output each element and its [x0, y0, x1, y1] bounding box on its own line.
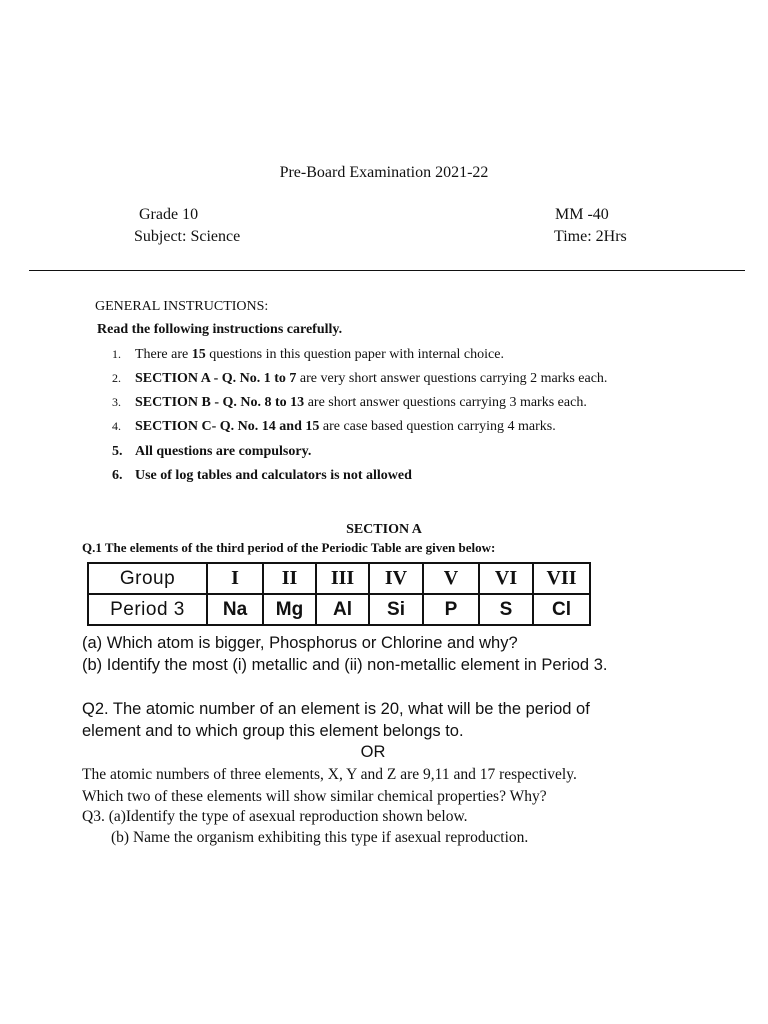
group-cell: IV: [369, 563, 423, 594]
question-2-line2: element and to which group this element belongs to.: [82, 722, 464, 740]
instruction-text: are case based question carrying 4 marks.: [319, 419, 556, 434]
instructions-heading: GENERAL INSTRUCTIONS:: [95, 299, 269, 314]
question-1a: (a) Which atom is bigger, Phosphorus or Chlorine and why?: [82, 634, 518, 652]
instruction-text: are very short answer questions carrying 2 marks each.: [296, 371, 608, 386]
group-cell: III: [316, 563, 369, 594]
instruction-number: 4.: [112, 419, 121, 433]
exam-title: Pre-Board Examination 2021-22: [279, 164, 489, 181]
max-marks-label: MM -40: [555, 206, 609, 223]
instruction-item: [112, 444, 311, 460]
instructions-subheading: Read the following instructions carefully.: [97, 322, 343, 337]
instruction-text: All questions are compulsory.: [135, 444, 312, 459]
question-3-line1: Q3. (a)Identify the type of asexual reproduction shown below.: [82, 808, 468, 825]
instruction-text: are short answer questions carrying 3 marks each.: [304, 395, 587, 410]
table-row: [88, 594, 590, 625]
group-cell: II: [263, 563, 316, 594]
instruction-bold: SECTION A - Q. No. 1 to 7: [135, 371, 297, 386]
instruction-number: 2.: [112, 371, 121, 385]
or-separator: OR: [360, 743, 386, 761]
periodic-table: [87, 562, 591, 626]
group-cell: V: [423, 563, 479, 594]
header-divider: [29, 270, 745, 271]
element-cell: P: [423, 594, 479, 625]
group-cell: VII: [533, 563, 590, 594]
instruction-text: questions in this question paper with internal choice.: [205, 347, 504, 362]
period-header-cell: Period 3: [88, 594, 207, 625]
instruction-bold: SECTION C- Q. No. 14 and 15: [135, 419, 320, 434]
question-2-line1: Q2. The atomic number of an element is 20, what will be the period of: [82, 700, 590, 718]
question-2-alt-line2: Which two of these elements will show similar chemical properties? Why?: [82, 788, 547, 805]
element-cell: S: [479, 594, 533, 625]
instruction-number: 3.: [112, 395, 121, 409]
instruction-item: [112, 395, 587, 411]
instruction-item: [112, 419, 556, 435]
group-cell: I: [207, 563, 263, 594]
element-cell: Cl: [533, 594, 590, 625]
question-3-line2: (b) Name the organism exhibiting this type if asexual reproduction.: [111, 829, 529, 846]
question-1-text: Q.1 The elements of the third period of the Periodic Table are given below:: [82, 540, 496, 555]
table-row: [88, 563, 590, 594]
element-cell: Na: [207, 594, 263, 625]
grade-label: Grade 10: [139, 206, 199, 223]
section-a-title: SECTION A: [346, 522, 422, 537]
question-1b: (b) Identify the most (i) metallic and (ii) non-metallic element in Period 3.: [82, 656, 608, 674]
instruction-number: 6.: [112, 468, 123, 483]
instruction-item: [112, 347, 504, 363]
element-cell: Si: [369, 594, 423, 625]
question-2-alt-line1: The atomic numbers of three elements, X, Y and Z are 9,11 and 17 respectively.: [82, 766, 577, 783]
instruction-number: 5.: [112, 444, 123, 459]
instruction-bold: SECTION B - Q. No. 8 to 13: [135, 395, 305, 410]
instruction-number: 1.: [112, 347, 121, 361]
time-label: Time: 2Hrs: [554, 228, 627, 245]
group-header-cell: Group: [88, 563, 207, 594]
subject-label: Subject: Science: [134, 228, 241, 245]
group-cell: VI: [479, 563, 533, 594]
element-cell: Al: [316, 594, 369, 625]
instruction-text: There are: [135, 347, 192, 362]
instruction-text: Use of log tables and calculators is not allowed: [135, 468, 412, 483]
instruction-item: [112, 371, 607, 387]
instruction-item: [112, 468, 412, 484]
element-cell: Mg: [263, 594, 316, 625]
instruction-bold: 15: [191, 347, 206, 362]
